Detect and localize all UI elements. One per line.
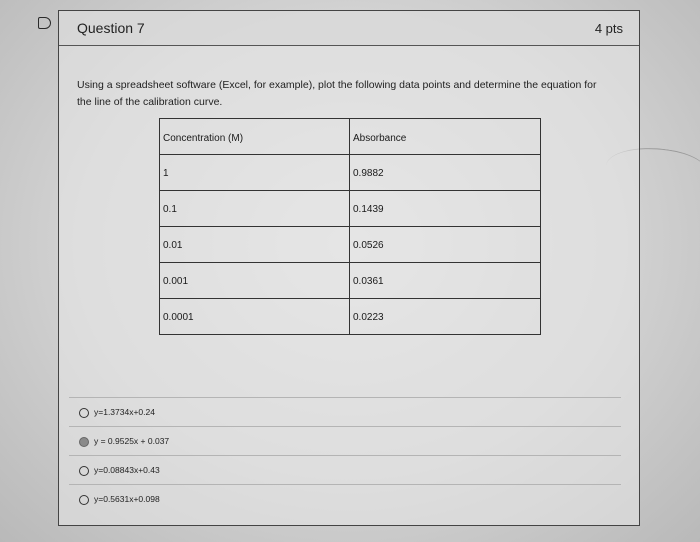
table-row — [160, 155, 541, 191]
question-header — [59, 11, 639, 46]
flag-icon[interactable] — [38, 17, 51, 29]
answer-option-3[interactable] — [69, 455, 621, 484]
answer-option-label[interactable]: y=0.08843x+0.43 — [94, 465, 160, 475]
concentration-cell: 0.01 — [160, 227, 350, 263]
absorbance-cell: 0.0361 — [350, 263, 541, 299]
answer-option-label[interactable]: y=1.3734x+0.24 — [94, 407, 155, 417]
answer-option-1[interactable] — [69, 397, 621, 426]
absorbance-cell: 0.9882 — [350, 155, 541, 191]
calibration-data-table — [159, 118, 541, 335]
question-prompt: Using a spreadsheet software (Excel, for example), plot the following data points and determine the equation for the line of the calibration curve. — [77, 79, 597, 108]
question-card — [58, 10, 640, 526]
concentration-cell: 0.001 — [160, 263, 350, 299]
column-header-absorbance: Absorbance — [350, 119, 541, 155]
column-header-concentration: Concentration (M) — [160, 119, 350, 155]
concentration-cell: 1 — [160, 155, 350, 191]
radio-button[interactable] — [79, 408, 89, 418]
radio-button-selected[interactable] — [79, 437, 89, 447]
absorbance-cell: 0.1439 — [350, 191, 541, 227]
answer-option-4[interactable] — [69, 484, 621, 513]
table-header-row — [160, 119, 541, 155]
radio-button[interactable] — [79, 495, 89, 505]
question-points: 4 pts — [594, 21, 623, 36]
radio-button[interactable] — [79, 466, 89, 476]
answer-option-label[interactable]: y=0.5631x+0.098 — [94, 494, 160, 504]
table-row — [160, 191, 541, 227]
answer-option-2[interactable] — [69, 426, 621, 455]
absorbance-cell: 0.0526 — [350, 227, 541, 263]
concentration-cell: 0.0001 — [160, 299, 350, 335]
table-row — [160, 263, 541, 299]
answer-option-label[interactable]: y = 0.9525x + 0.037 — [94, 436, 170, 446]
answer-options — [59, 397, 639, 513]
absorbance-cell: 0.0223 — [350, 299, 541, 335]
question-title: Question 7 — [77, 20, 145, 36]
table-row — [160, 227, 541, 263]
table-row — [160, 299, 541, 335]
concentration-cell: 0.1 — [160, 191, 350, 227]
